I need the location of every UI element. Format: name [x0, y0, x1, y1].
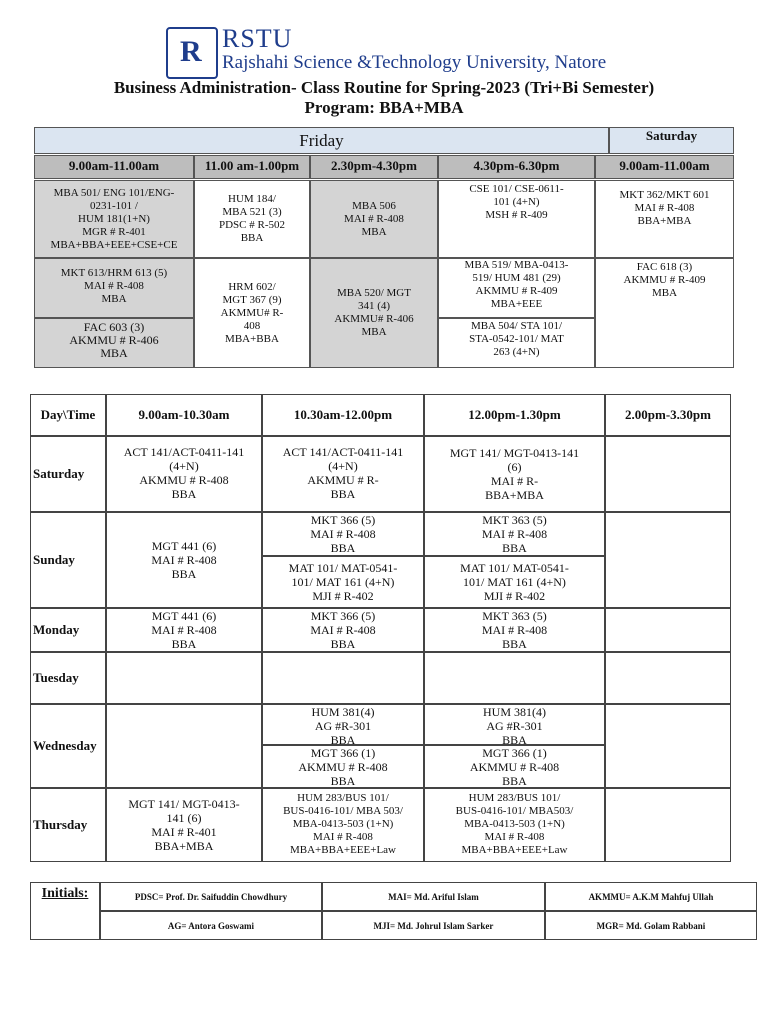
thursday-slot-2: HUM 283/BUS 101/ BUS-0416-101/ MBA 503/ MBA-0413-503 (1+N) MAI # R-408 MBA+BBA+EEE+Law — [262, 788, 424, 862]
saturday-slot1-class2: FAC 618 (3) AKMMU # R-409 MBA — [595, 258, 734, 368]
time-slot-2: 11.00 am-1.00pm — [194, 155, 310, 179]
wednesday-slot-3-class2: MGT 366 (1) AKMMU # R-408 BBA — [424, 745, 605, 788]
time-slot-5: 9.00am-11.00am — [595, 155, 734, 179]
initials-mai: MAI= Md. Ariful Islam — [322, 882, 545, 911]
day-label-tuesday: Tuesday — [30, 652, 106, 704]
initials-label: Initials: — [30, 882, 100, 940]
initials-mji: MJI= Md. Johrul Islam Sarker — [322, 911, 545, 940]
initials-akmmu: AKMMU= A.K.M Mahfuj Ullah — [545, 882, 757, 911]
sunday-slot-2-class2: MAT 101/ MAT-0541- 101/ MAT 161 (4+N) MJI # R-402 — [262, 556, 424, 608]
saturday-slot-4 — [605, 436, 731, 512]
university-logo — [166, 27, 218, 79]
saturday-slot1-class1: MKT 362/MKT 601 MAI # R-408 BBA+MBA — [595, 180, 734, 258]
week-time-4: 2.00pm-3.30pm — [605, 394, 731, 436]
sunday-slot-4 — [605, 512, 731, 608]
initials-pdsc: PDSC= Prof. Dr. Saifuddin Chowdhury — [100, 882, 322, 911]
time-slot-1: 9.00am-11.00am — [34, 155, 194, 179]
program-title: Program: BBA+MBA — [304, 98, 464, 117]
initials-mgr: MGR= Md. Golam Rabbani — [545, 911, 757, 940]
day-label-saturday: Saturday — [30, 436, 106, 512]
friday-slot2-class2: HRM 602/ MGT 367 (9) AKMMU# R- 408 MBA+BBA — [194, 258, 310, 368]
tuesday-slot-1 — [106, 652, 262, 704]
friday-slot1-class3: FAC 603 (3) AKMMU # R-406 MBA — [34, 318, 194, 368]
day-label-thursday: Thursday — [30, 788, 106, 862]
saturday-slot-3: MGT 141/ MGT-0413-141 (6) MAI # R- BBA+MBA — [424, 436, 605, 512]
tuesday-slot-3 — [424, 652, 605, 704]
day-friday: Friday — [34, 127, 609, 154]
monday-slot-4 — [605, 608, 731, 652]
sunday-slot-1: MGT 441 (6) MAI # R-408 BBA — [106, 512, 262, 608]
tuesday-slot-4 — [605, 652, 731, 704]
monday-slot-3: MKT 363 (5) MAI # R-408 BBA — [424, 608, 605, 652]
week-time-1: 9.00am-10.30am — [106, 394, 262, 436]
sunday-slot-3-class2: MAT 101/ MAT-0541- 101/ MAT 161 (4+N) MJI # R-402 — [424, 556, 605, 608]
friday-slot2-class1: HUM 184/ MBA 521 (3) PDSC # R-502 BBA — [194, 180, 310, 258]
sunday-slot-3-class1: MKT 363 (5) MAI # R-408 BBA — [424, 512, 605, 556]
thursday-slot-1: MGT 141/ MGT-0413- 141 (6) MAI # R-401 BBA+MBA — [106, 788, 262, 862]
saturday-slot-1: ACT 141/ACT-0411-141 (4+N) AKMMU # R-408 BBA — [106, 436, 262, 512]
monday-slot-2: MKT 366 (5) MAI # R-408 BBA — [262, 608, 424, 652]
wednesday-slot-3-class1: HUM 381(4) AG #R-301 BBA — [424, 704, 605, 745]
tuesday-slot-2 — [262, 652, 424, 704]
wednesday-slot-4 — [605, 704, 731, 788]
thursday-slot-3: HUM 283/BUS 101/ BUS-0416-101/ MBA503/ MBA-0413-503 (1+N) MAI # R-408 MBA+BBA+EEE+Law — [424, 788, 605, 862]
day-label-wednesday: Wednesday — [30, 704, 106, 788]
time-slot-4: 4.30pm-6.30pm — [438, 155, 595, 179]
friday-slot1-class1: MBA 501/ ENG 101/ENG- 0231-101 / HUM 181(1+N) MGR # R-401 MBA+BBA+EEE+CSE+CE — [34, 180, 194, 258]
wednesday-slot-1 — [106, 704, 262, 788]
wednesday-slot-2-class1: HUM 381(4) AG #R-301 BBA — [262, 704, 424, 745]
initials-ag: AG= Antora Goswami — [100, 911, 322, 940]
friday-slot1-class2: MKT 613/HRM 613 (5) MAI # R-408 MBA — [34, 258, 194, 318]
brand-name: RSTU — [222, 24, 293, 53]
saturday-slot-2: ACT 141/ACT-0411-141 (4+N) AKMMU # R- BBA — [262, 436, 424, 512]
university-name: Rajshahi Science &Technology University, Natore — [222, 52, 607, 73]
friday-slot3-class2: MBA 520/ MGT 341 (4) AKMMU# R-406 MBA — [310, 258, 438, 368]
sunday-slot-2-class1: MKT 366 (5) MAI # R-408 BBA — [262, 512, 424, 556]
friday-slot4-class3: MBA 504/ STA 101/ STA-0542-101/ MAT 263 (4+N) — [438, 318, 595, 368]
friday-slot4-class2: MBA 519/ MBA-0413- 519/ HUM 481 (29) AKMMU # R-409 MBA+EEE — [438, 258, 595, 318]
time-slot-3: 2.30pm-4.30pm — [310, 155, 438, 179]
routine-title: Business Administration- Class Routine for Spring-2023 (Tri+Bi Semester) — [113, 78, 655, 97]
day-saturday: Saturday — [609, 127, 734, 154]
day-label-sunday: Sunday — [30, 512, 106, 608]
monday-slot-1: MGT 441 (6) MAI # R-408 BBA — [106, 608, 262, 652]
wednesday-slot-2-class2: MGT 366 (1) AKMMU # R-408 BBA — [262, 745, 424, 788]
thursday-slot-4 — [605, 788, 731, 862]
friday-slot4-class1: CSE 101/ CSE-0611- 101 (4+N) MSH # R-409 — [438, 180, 595, 258]
day-label-monday: Monday — [30, 608, 106, 652]
week-time-2: 10.30am-12.00pm — [262, 394, 424, 436]
week-time-3: 12.00pm-1.30pm — [424, 394, 605, 436]
friday-slot3-class1: MBA 506 MAI # R-408 MBA — [310, 180, 438, 258]
corner-day-time: Day\Time — [30, 394, 106, 436]
logo-letter: R — [180, 35, 202, 68]
